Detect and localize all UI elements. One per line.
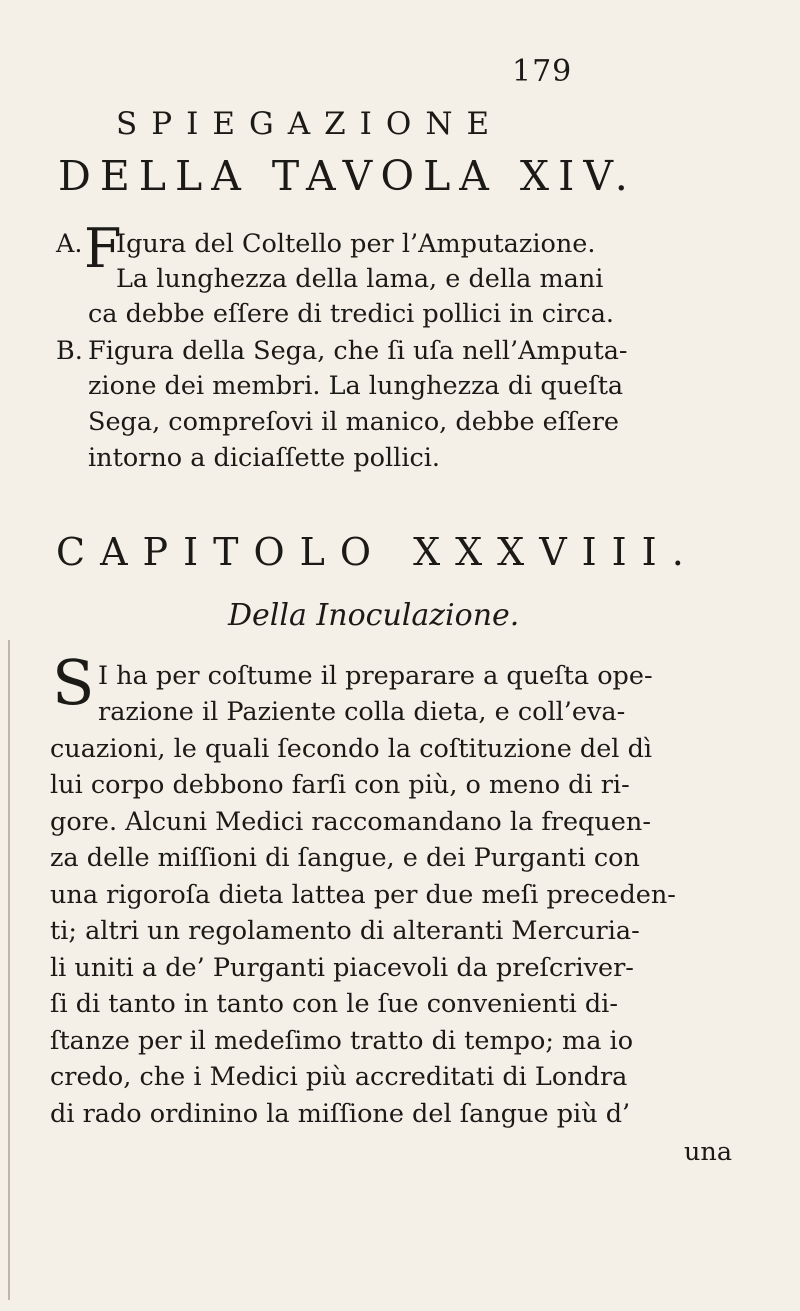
section-b-marker: B. [56, 336, 83, 366]
chapter-title: CAPITOLO XXXVIII. [56, 530, 699, 574]
body-line-9: li uniti a de’ Purganti piacevoli da preſcriver- [50, 953, 634, 983]
page-edge-shadow [8, 640, 10, 1300]
section-a-dropcap: F [84, 217, 122, 280]
section-b-line-1: Figura della Sega, che ſi uſa nell’Amputa- [88, 336, 628, 366]
section-b-line-4: intorno a diciaſſette pollici. [88, 443, 441, 473]
body-line-10: ſi di tanto in tanto con le ſue convenienti di- [50, 989, 618, 1019]
heading-della-tavola: DELLA TAVOLA XIV. [58, 152, 637, 200]
body-line-7: una rigoroſa dieta lattea per due meſi preceden- [50, 880, 676, 910]
page-number: 179 [512, 54, 573, 89]
body-line-2: razione il Paziente colla dieta, e coll’eva- [98, 697, 626, 727]
section-a-line-2: La lunghezza della lama, e della mani [116, 264, 604, 294]
body-line-12: credo, che i Medici più accreditati di Londra [50, 1062, 628, 1092]
chapter-subtitle: Della Inoculazione. [228, 598, 520, 633]
body-line-13: di rado ordinino la miſſione del ſangue più d’ [50, 1099, 631, 1129]
section-a-line-1: Igura del Coltello per l’Amputazione. [116, 229, 596, 259]
heading-spiegazione: SPIEGAZIONE [116, 106, 504, 142]
section-a-line-3: ca debbe eſſere di tredici pollici in circa. [88, 299, 615, 329]
body-line-6: za delle miſſioni di ſangue, e dei Purganti con [50, 843, 640, 873]
section-a-marker: A. [56, 229, 83, 259]
section-b-line-2: zione dei membri. La lunghezza di queſta [88, 371, 624, 401]
body-dropcap: S [52, 646, 95, 719]
catchword: una [684, 1137, 733, 1167]
body-line-3: cuazioni, le quali ſecondo la coſtituzione del dì [50, 734, 653, 764]
body-line-1: I ha per coſtume il preparare a queſta ope- [98, 661, 653, 691]
body-line-4: lui corpo debbono farſi con più, o meno di ri- [50, 770, 630, 800]
body-line-8: ti; altri un regolamento di alteranti Mercuria- [50, 916, 640, 946]
body-line-5: gore. Alcuni Medici raccomandano la frequen- [50, 807, 651, 837]
section-b-line-3: Sega, compreſovi il manico, debbe eſſere [88, 407, 619, 437]
body-line-11: ſtanze per il medeſimo tratto di tempo; ma io [50, 1026, 634, 1056]
